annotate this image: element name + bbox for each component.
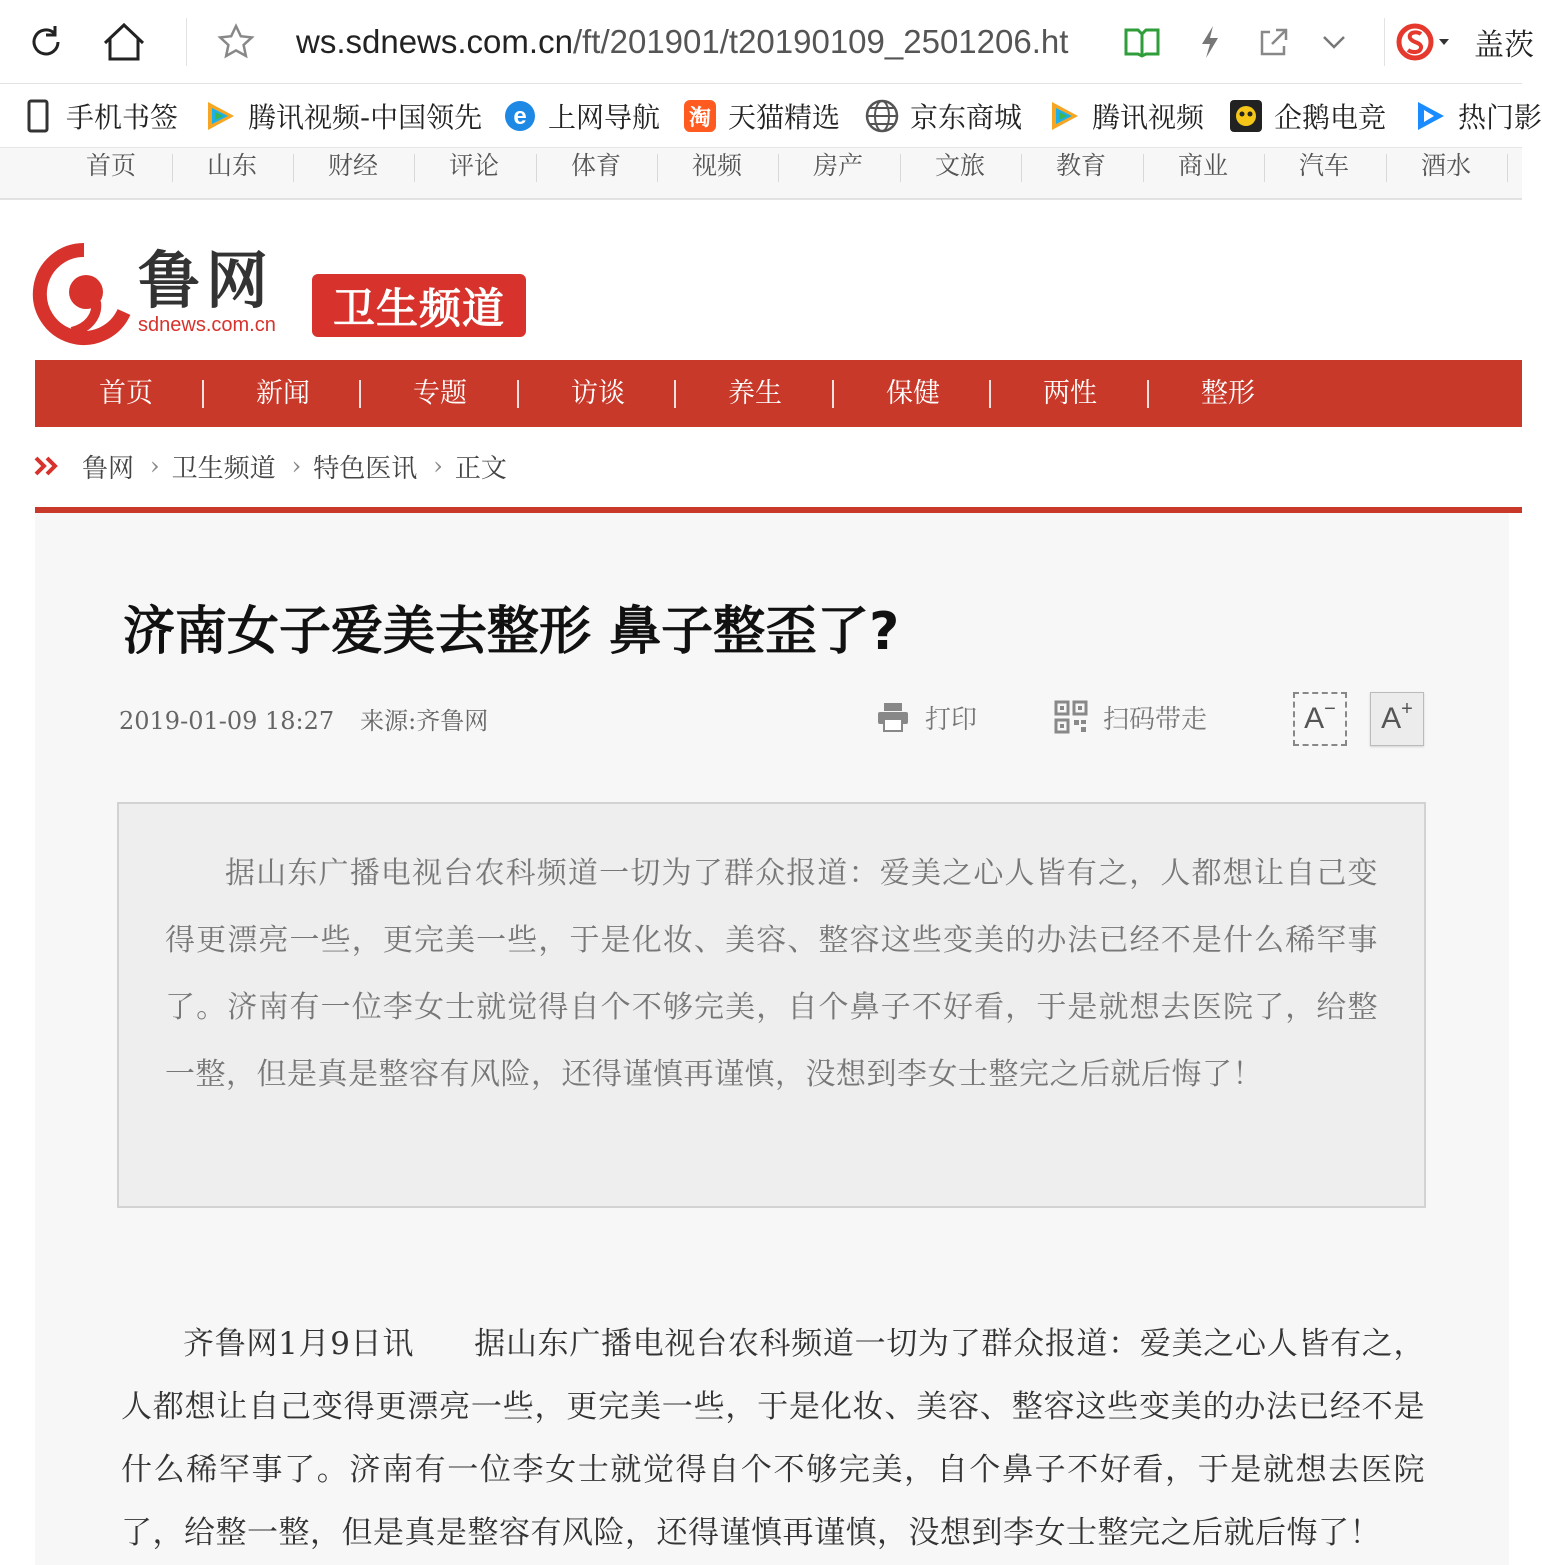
bookmark-item[interactable] — [202, 94, 482, 138]
nav-divider — [1264, 154, 1265, 182]
channel-nav-item[interactable]: 专题 — [413, 378, 467, 409]
play-icon — [1412, 98, 1448, 134]
site-nav-item[interactable]: 房产 — [813, 151, 864, 180]
svg-text:e: e — [513, 103, 527, 130]
channel-nav-item[interactable]: 首页 — [99, 378, 153, 409]
site-nav-item[interactable]: 山东 — [207, 151, 258, 180]
bookmarks-bar — [0, 84, 1542, 148]
article-body — [121, 1313, 1425, 1565]
qr-label: 扫码带走 — [1103, 704, 1208, 735]
channel-nav — [35, 360, 1522, 427]
site-nav-item[interactable]: 首页 — [86, 151, 137, 180]
chevron-right-icon: › — [291, 452, 302, 480]
chevron-down-icon[interactable] — [1306, 14, 1362, 70]
bookmark-label: 上网导航 — [548, 101, 661, 134]
bookmark-star-icon[interactable] — [208, 14, 264, 70]
bookmark-label: 企鹅电竞 — [1274, 101, 1387, 134]
qr-code-button[interactable] — [1055, 697, 1207, 737]
breadcrumb-item[interactable]: 卫生频道 — [171, 453, 276, 484]
bookmark-item[interactable] — [502, 94, 660, 138]
url-host: ws.sdnews.com.cn — [296, 23, 573, 60]
tencent-video-icon — [1046, 98, 1082, 134]
site-top-nav — [0, 148, 1522, 200]
summary-text: 据山东广播电视台农科频道一切为了群众报道：爱美之心人皆有之，人都想让自己变得更漂亮一些，更完美一些，于是化妆、美容、整容这些变美的办法已经不是什么稀罕事了。济南有一位李女士就觉得自个不够完美，自个鼻子不好看，于是就想去医院了，给整一整，但是真是整容有风险，还得谨慎再谨慎，没想到李女士整完之后就后悔了！ — [165, 856, 1378, 1092]
site-nav-item[interactable]: 视频 — [692, 151, 743, 180]
nav-divider — [202, 380, 204, 408]
font-decrease-button[interactable] — [1293, 692, 1347, 746]
site-nav-item[interactable]: 商业 — [1178, 151, 1229, 180]
bookmark-label: 腾讯视频-中国领先 — [248, 101, 483, 134]
share-icon[interactable] — [1246, 14, 1302, 70]
reload-icon[interactable] — [18, 14, 74, 70]
address-bar[interactable] — [296, 18, 1068, 66]
bookmark-label: 手机书签 — [66, 101, 179, 134]
channel-nav-item[interactable]: 新闻 — [256, 378, 310, 409]
channel-nav-item[interactable]: 访谈 — [571, 378, 625, 409]
home-icon[interactable] — [96, 14, 152, 70]
site-nav-item[interactable]: 评论 — [449, 151, 500, 180]
logo-name: 鲁网 — [138, 244, 275, 317]
qr-code-icon — [1055, 701, 1087, 733]
printer-icon — [877, 702, 909, 732]
body-text: 据山东广播电视台农科频道一切为了群众报道：爱美之心人皆有之，人都想让自己变得更漂亮一些，更完美一些，于是化妆、美容、整容这些变美的办法已经不是什么稀罕事了。济南有一位李女士就觉得自个不够完美，自个鼻子不好看，于是就想去医院了，给整一整，但是真是整容有风险，还得谨慎再谨慎，没想到李女士整完之后就后悔了！ — [121, 1326, 1426, 1551]
article-date: 2019-01-09 18:27 — [119, 707, 335, 735]
article-meta — [119, 701, 488, 736]
user-name[interactable]: 盖茨 — [1474, 28, 1534, 63]
reader-mode-icon[interactable] — [1114, 14, 1170, 70]
font-increase-button[interactable] — [1370, 692, 1424, 746]
bookmark-label: 京东商城 — [910, 101, 1023, 134]
article — [35, 513, 1509, 1565]
channel-badge[interactable]: 卫生频道 — [312, 274, 526, 337]
nav-divider — [293, 154, 294, 182]
bookmark-label: 腾讯视频 — [1092, 101, 1205, 134]
nav-divider — [778, 154, 779, 182]
breadcrumb — [34, 446, 507, 486]
article-dateline: 齐鲁网1月9日讯 — [183, 1326, 415, 1362]
nav-divider — [989, 380, 991, 408]
chevron-right-icon: › — [150, 452, 160, 480]
bookmark-item[interactable] — [864, 94, 1022, 138]
article-summary — [117, 802, 1426, 1208]
nav-divider — [414, 154, 415, 182]
bookmark-item[interactable] — [1412, 94, 1542, 138]
penguin-esports-icon — [1228, 98, 1264, 134]
site-nav-item[interactable]: 酒水 — [1421, 151, 1472, 180]
site-logo[interactable] — [34, 244, 294, 340]
phone-icon — [20, 98, 56, 134]
bookmark-label: 天猫精选 — [728, 101, 841, 134]
toolbar-divider — [1384, 18, 1385, 66]
font-increase-label: A — [1381, 702, 1402, 735]
nav-divider — [517, 380, 519, 408]
sogou-user-icon[interactable] — [1396, 14, 1452, 70]
font-decrease-label: A — [1304, 702, 1325, 735]
bookmark-item[interactable] — [682, 94, 840, 138]
nav-divider — [1386, 154, 1387, 182]
article-source: 来源:齐鲁网 — [360, 707, 489, 735]
nav-divider — [832, 380, 834, 408]
lightning-icon[interactable] — [1182, 14, 1238, 70]
print-button[interactable] — [877, 697, 977, 737]
tencent-video-icon — [202, 98, 238, 134]
nav-divider — [1507, 154, 1508, 182]
minus-icon: − — [1324, 697, 1336, 720]
ie-icon — [502, 98, 538, 134]
nav-divider — [359, 380, 361, 408]
url-path: /ft/201901/t20190109_2501206.ht — [572, 23, 1069, 60]
site-nav-item[interactable]: 财经 — [328, 151, 379, 180]
body-paragraph — [121, 1313, 1425, 1565]
bookmark-label: 热门影 — [1458, 101, 1542, 134]
bookmark-item[interactable] — [1228, 94, 1386, 138]
taobao-icon — [682, 98, 718, 134]
article-title: 济南女子爱美去整形 鼻子整歪了? — [123, 602, 900, 662]
globe-icon — [864, 98, 900, 134]
double-chevron-icon — [34, 456, 62, 476]
channel-nav-item[interactable]: 保健 — [886, 378, 940, 409]
site-nav-item[interactable]: 体育 — [571, 151, 622, 180]
sdnews-logo-icon — [34, 244, 134, 340]
nav-divider — [1147, 380, 1149, 408]
site-nav-item[interactable]: 汽车 — [1299, 151, 1350, 180]
bookmark-item[interactable] — [1046, 94, 1204, 138]
nav-divider — [900, 154, 901, 182]
nav-divider — [1143, 154, 1144, 182]
print-label: 打印 — [925, 704, 978, 735]
breadcrumb-item[interactable]: 鲁网 — [82, 453, 135, 484]
breadcrumb-current: 正文 — [454, 453, 507, 484]
breadcrumb-item[interactable]: 特色医讯 — [313, 453, 418, 484]
site-nav-item[interactable]: 教育 — [1056, 151, 1107, 180]
bookmark-item[interactable] — [20, 94, 178, 138]
site-nav-item[interactable]: 文旅 — [935, 151, 986, 180]
browser-toolbar — [0, 0, 1534, 84]
svg-text:淘: 淘 — [688, 106, 712, 131]
channel-nav-item[interactable]: 整形 — [1201, 378, 1255, 409]
toolbar-divider — [186, 18, 187, 66]
logo-domain: sdnews.com.cn — [138, 314, 276, 336]
channel-nav-item[interactable]: 养生 — [728, 378, 782, 409]
nav-divider — [1021, 154, 1022, 182]
plus-icon: + — [1401, 697, 1413, 720]
chevron-right-icon: › — [433, 452, 443, 480]
channel-nav-item[interactable]: 两性 — [1043, 378, 1097, 409]
nav-divider — [657, 154, 658, 182]
nav-divider — [536, 154, 537, 182]
nav-divider — [674, 380, 676, 408]
nav-divider — [172, 154, 173, 182]
